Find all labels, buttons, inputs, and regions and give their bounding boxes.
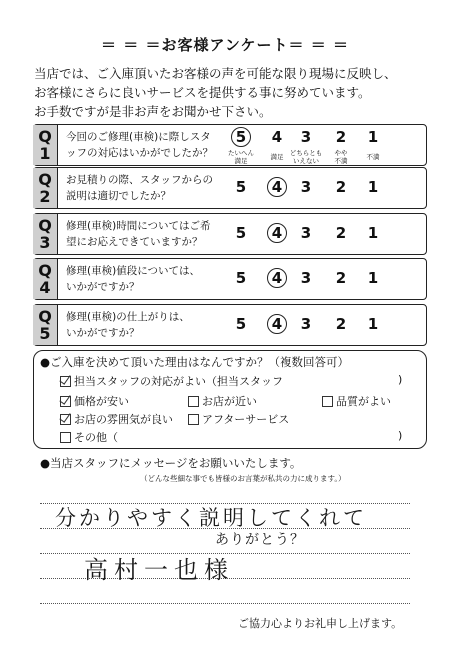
handwritten-message-insert: ありがとう？ (215, 532, 305, 548)
survey-title: ＝ ＝ ＝お客様アンケート＝ ＝ ＝ (101, 36, 349, 54)
rating-label: 満足 (270, 153, 284, 161)
rating-option-4[interactable]: 4 (271, 128, 283, 146)
selected-rating-circle (267, 223, 287, 243)
message-line (40, 603, 410, 604)
rating-label: やや (334, 149, 348, 157)
rating-option-4[interactable]: 4 (271, 269, 283, 287)
rating-option-1[interactable]: 1 (367, 269, 379, 287)
question-text: 修理(車検)時間についてはご希 (66, 220, 211, 232)
reason-label: お店の雰囲気が良い (74, 413, 173, 426)
question-number: Q (38, 307, 52, 326)
question-text: お見積りの際、スタッフからの (66, 174, 213, 186)
rating-option-3[interactable]: 3 (300, 224, 312, 242)
rating-option-1[interactable]: 1 (367, 224, 379, 242)
question-text: ッフの対応はいかがでしたか？ (66, 147, 213, 159)
checkbox-box[interactable] (60, 414, 71, 425)
intro-line: お客様にさらに良いサービスを提供する事に努めています。 (34, 85, 371, 100)
rating-label: どちらとも (289, 149, 323, 157)
reason-label: 価格が安い (74, 395, 129, 408)
checkbox-box[interactable] (188, 396, 199, 407)
question-number: 2 (39, 187, 51, 206)
question-number: Q (38, 216, 52, 235)
rating-option-2[interactable]: 2 (335, 315, 347, 333)
checkbox-box[interactable] (188, 414, 199, 425)
message-note: （どんな些細な事でも皆様のお言葉が私共の力に成ります。） (140, 474, 346, 483)
question-text: 説明は適切でしたか？ (66, 190, 171, 202)
reason-checkbox-other[interactable] (60, 429, 118, 445)
rating-option-5[interactable]: 5 (235, 269, 247, 287)
reason-checkbox-price[interactable] (60, 393, 129, 409)
selected-rating-circle (267, 177, 287, 197)
rating-option-5[interactable]: 5 (235, 315, 247, 333)
reason-other-close-paren: ) (398, 429, 403, 442)
rating-option-1[interactable]: 1 (367, 178, 379, 196)
reason-checkbox-staff[interactable] (60, 373, 283, 389)
intro-line: お手数ですが是非お声をお聞かせ下さい。 (34, 104, 272, 119)
reason-close-paren: ) (398, 373, 403, 386)
rating-option-2[interactable]: 2 (335, 269, 347, 287)
rating-option-1[interactable]: 1 (367, 315, 379, 333)
reason-checkbox-quality[interactable] (322, 393, 391, 409)
question-text: 修理(車検)値段については、 (66, 265, 200, 277)
reasons-heading: ●ご入庫を決めて頂いた理由はなんですか？（複数回答可） (40, 355, 350, 369)
rating-option-5[interactable]: 5 (235, 224, 247, 242)
rating-option-3[interactable]: 3 (300, 128, 312, 146)
rating-option-3[interactable]: 3 (300, 269, 312, 287)
reason-label: 担当スタッフの対応がよい（担当スタッフ (74, 375, 283, 388)
question-number: Q (38, 170, 52, 189)
rating-option-5[interactable]: 5 (235, 178, 247, 196)
checkbox-box[interactable] (60, 432, 71, 443)
message-heading: ●当店スタッフにメッセージをお願いいたします。 (40, 456, 302, 470)
rating-option-2[interactable]: 2 (335, 224, 347, 242)
reason-label: お店が近い (202, 395, 257, 408)
question-number-tab (33, 305, 58, 345)
rating-label: 不満 (334, 157, 348, 165)
question-number: 1 (39, 144, 51, 163)
intro-line: 当店では、ご入庫頂いたお客様の声を可能な限り現場に反映し、 (34, 66, 397, 81)
question-number: Q (38, 127, 52, 146)
intro-text (34, 64, 397, 121)
rating-option-5[interactable]: 5 (235, 128, 247, 146)
reason-label: その他（ (74, 431, 118, 444)
rating-option-3[interactable]: 3 (300, 178, 312, 196)
footer-thanks: ご協力心よりお礼申し上げます。 (238, 617, 403, 630)
question-text: 望にお応えできていますか？ (66, 236, 203, 248)
question-text: 修理(車検)の仕上がりは、 (66, 311, 190, 323)
reason-label: アフターサービス (202, 413, 290, 426)
selected-rating-circle (267, 268, 287, 288)
question-number: Q (38, 261, 52, 280)
question-text: 今回のご修理(車検)に際しスタ (66, 131, 211, 143)
checkbox-box[interactable] (60, 376, 71, 387)
reason-checkbox-atmosphere[interactable] (60, 411, 173, 427)
handwritten-customer-name: 高村一也様 (84, 556, 234, 584)
rating-option-2[interactable]: 2 (335, 128, 347, 146)
rating-option-2[interactable]: 2 (335, 178, 347, 196)
question-number: 4 (39, 278, 51, 297)
question-number-tab (33, 214, 58, 254)
question-number-tab (33, 125, 58, 165)
checkbox-box[interactable] (322, 396, 333, 407)
rating-label: いえない (293, 157, 319, 165)
rating-option-4[interactable]: 4 (271, 315, 283, 333)
question-number: 3 (39, 233, 51, 252)
question-number: 5 (39, 324, 51, 343)
question-text: いかがですか？ (66, 281, 140, 293)
rating-label: 不満 (366, 153, 380, 161)
question-text: いかがですか？ (66, 327, 140, 339)
rating-option-4[interactable]: 4 (271, 224, 283, 242)
selected-rating-circle (231, 127, 251, 147)
selected-rating-circle (267, 314, 287, 334)
reason-checkbox-aftercare[interactable] (188, 411, 289, 427)
checkbox-box[interactable] (60, 396, 71, 407)
rating-label: 満足 (234, 157, 248, 165)
rating-label: たいへん (228, 149, 254, 157)
handwritten-message-line-1: 分かりやすく説明してくれて (55, 506, 367, 530)
reason-checkbox-near[interactable] (188, 393, 257, 409)
question-number-tab (33, 168, 58, 208)
rating-option-4[interactable]: 4 (271, 178, 283, 196)
question-number-tab (33, 259, 58, 299)
reason-label: 品質がよい (336, 395, 391, 408)
rating-option-3[interactable]: 3 (300, 315, 312, 333)
rating-option-1[interactable]: 1 (367, 128, 379, 146)
